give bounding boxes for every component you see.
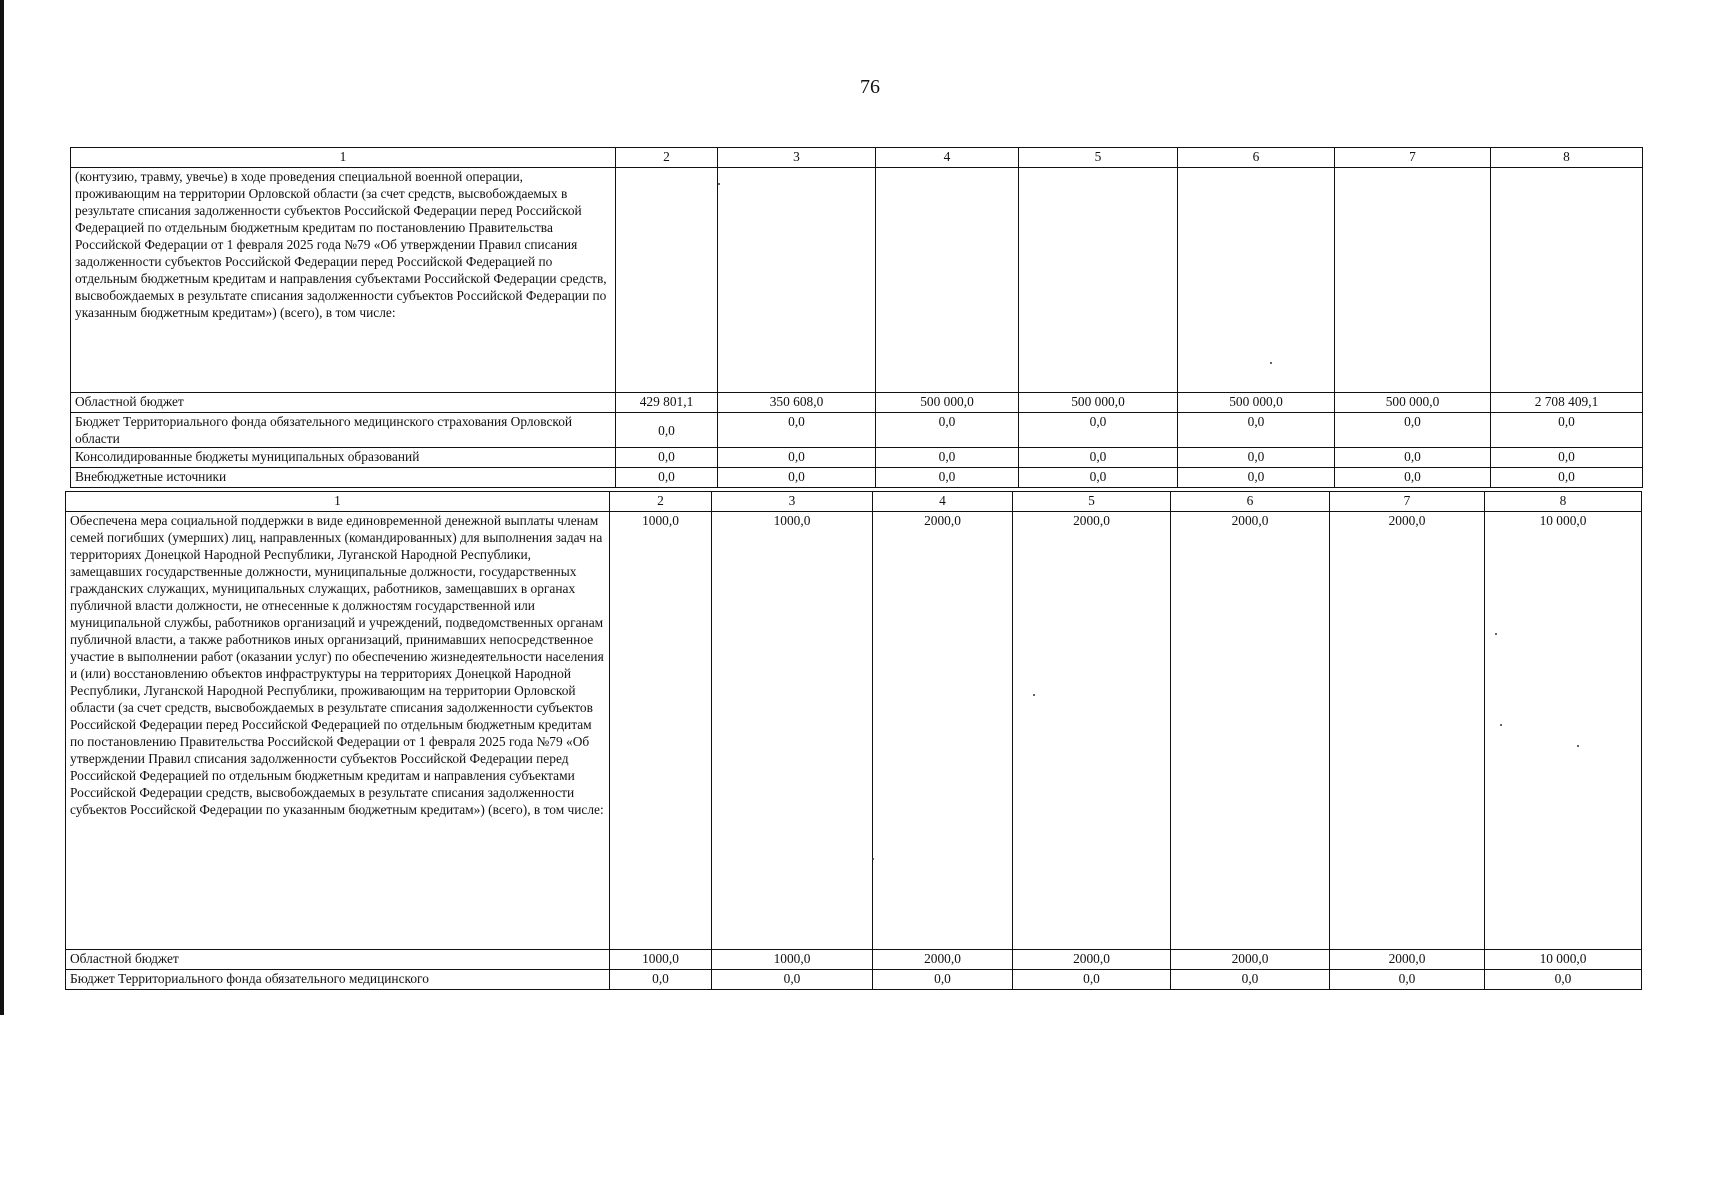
value-cell: 0,0	[876, 468, 1019, 488]
scan-speck	[1495, 633, 1497, 635]
table-row	[71, 468, 1643, 488]
value-cell: 1000,0	[712, 950, 873, 970]
value-cell: 2000,0	[873, 512, 1013, 950]
value-cell: 0,0	[1491, 448, 1643, 468]
header-cell: 7	[1330, 492, 1485, 512]
scan-edge-bar	[0, 0, 4, 1015]
value-cell: 0,0	[1178, 413, 1335, 448]
value-cell: 0,0	[1013, 970, 1171, 990]
empty-cell	[1019, 168, 1178, 393]
header-cell: 4	[873, 492, 1013, 512]
value-cell: 0,0	[610, 970, 712, 990]
value-cell: 2000,0	[1013, 950, 1171, 970]
value-cell: 1000,0	[712, 512, 873, 950]
row-label: Внебюджетные источники	[71, 468, 616, 488]
value-cell: 500 000,0	[876, 393, 1019, 413]
header-cell: 3	[712, 492, 873, 512]
value-cell: 0,0	[1171, 970, 1330, 990]
value-cell: 2000,0	[873, 950, 1013, 970]
value-cell: 10 000,0	[1485, 512, 1642, 950]
value-cell: 0,0	[1485, 970, 1642, 990]
header-cell: 6	[1178, 148, 1335, 168]
description-row	[71, 168, 1643, 393]
budget-table-2	[65, 491, 1642, 990]
value-cell: 2 708 409,1	[1491, 393, 1643, 413]
value-cell: 0,0	[718, 448, 876, 468]
table-row	[71, 448, 1643, 468]
value-cell: 0,0	[876, 413, 1019, 448]
row-label: Областной бюджет	[66, 950, 610, 970]
page-number: 76	[860, 76, 880, 98]
header-cell: 1	[66, 492, 610, 512]
value-cell: 2000,0	[1330, 512, 1485, 950]
value-cell: 0,0	[616, 413, 718, 448]
value-cell: 0,0	[718, 413, 876, 448]
value-cell: 429 801,1	[616, 393, 718, 413]
empty-cell	[718, 168, 876, 393]
value-cell: 0,0	[616, 468, 718, 488]
header-cell: 4	[876, 148, 1019, 168]
value-cell: 0,0	[1178, 468, 1335, 488]
scan-speck	[1577, 745, 1579, 747]
row-label: Бюджет Территориального фонда обязательного медицинского	[66, 970, 610, 990]
empty-cell	[1335, 168, 1491, 393]
value-cell: 0,0	[718, 468, 876, 488]
value-cell: 0,0	[1335, 468, 1491, 488]
header-cell: 1	[71, 148, 616, 168]
table-header-row	[66, 492, 1642, 512]
description-cell: (контузию, травму, увечье) в ходе проведения специальной военной операции, проживающим на территории Орловской области (за счет средств, высвобождаемых в результате списания задолженности субъектов Российской Федерации перед Российской Федерацией по отдельным бюджетным кредитам по постановлению Правительства Российской Федерации от 1 февраля 2025 года №79 «Об утверждении Правил списания задолженности субъектов Российской Федерации перед Российской Федерацией по отдельным бюджетным кредитам и направления субъектами Российской Федерации средств, высвобождаемых в результате списания задолженности субъектов Российской Федерации по указанным бюджетным кредитам») (всего), в том числе:	[71, 168, 616, 393]
table-row	[71, 393, 1643, 413]
value-cell: 0,0	[1019, 413, 1178, 448]
table-header-row	[71, 148, 1643, 168]
value-cell: 0,0	[1019, 468, 1178, 488]
value-cell: 2000,0	[1013, 512, 1171, 950]
value-cell: 2000,0	[1171, 512, 1330, 950]
value-cell: 0,0	[1178, 448, 1335, 468]
value-cell: 0,0	[712, 970, 873, 990]
value-cell: 0,0	[616, 448, 718, 468]
value-cell: 0,0	[876, 448, 1019, 468]
header-cell: 8	[1485, 492, 1642, 512]
empty-cell	[616, 168, 718, 393]
value-cell: 1000,0	[610, 950, 712, 970]
scan-speck	[872, 858, 874, 860]
header-cell: 5	[1013, 492, 1171, 512]
scan-speck	[1270, 362, 1272, 364]
value-cell: 0,0	[1330, 970, 1485, 990]
header-cell: 2	[610, 492, 712, 512]
header-cell: 2	[616, 148, 718, 168]
value-cell: 0,0	[1335, 448, 1491, 468]
table-row	[66, 970, 1642, 990]
description-cell: Обеспечена мера социальной поддержки в виде единовременной денежной выплаты членам семей погибших (умерших) лиц, направленных (командированных) для выполнения задач на территориях Донецкой Народной Республики, Луганской Народной Республики, замещавших государственные должности, муниципальные должности, государственных гражданских служащих, муниципальных служащих, работников, замещавших в органах публичной власти должности, не отнесенные к должностям государственной или муниципальной службы, работников организаций и учреждений, подведомственных органам публичной власти, а также работников иных организаций, принимавших непосредственное участие в выполнении работ (оказании услуг) по обеспечению жизнедеятельности населения и (или) восстановлению объектов инфраструктуры на территориях Донецкой Народной Республики, Луганской Народной Республики, проживающим на территории Орловской области (за счет средств, высвобождаемых в результате списания задолженности субъектов Российской Федерации перед Российской Федерацией по отдельным бюджетным кредитам по постановлению Правительства Российской Федерации от 1 февраля 2025 года №79 «Об утверждении Правил списания задолженности субъектов Российской Федерации перед Российской Федерацией по отдельным бюджетным кредитам и направления субъектами Российской Федерации средств, высвобождаемых в результате списания задолженности субъектов Российской Федерации по указанным бюджетным кредитам») (всего), в том числе:	[66, 512, 610, 950]
budget-table-1	[70, 147, 1643, 488]
empty-cell	[1491, 168, 1643, 393]
scan-speck	[718, 183, 720, 185]
header-cell: 3	[718, 148, 876, 168]
row-label: Бюджет Территориального фонда обязательного медицинского страхования Орловской области	[71, 413, 616, 448]
empty-cell	[876, 168, 1019, 393]
value-cell: 500 000,0	[1335, 393, 1491, 413]
header-cell: 8	[1491, 148, 1643, 168]
scan-speck	[1033, 694, 1035, 696]
value-cell: 0,0	[873, 970, 1013, 990]
value-cell: 0,0	[1335, 413, 1491, 448]
scan-speck	[1500, 724, 1502, 726]
header-cell: 5	[1019, 148, 1178, 168]
table-row	[71, 413, 1643, 448]
value-cell: 500 000,0	[1019, 393, 1178, 413]
value-cell: 0,0	[1019, 448, 1178, 468]
value-cell: 1000,0	[610, 512, 712, 950]
header-cell: 7	[1335, 148, 1491, 168]
value-cell: 2000,0	[1171, 950, 1330, 970]
table-row	[66, 950, 1642, 970]
value-cell: 350 608,0	[718, 393, 876, 413]
empty-cell	[1178, 168, 1335, 393]
value-cell: 500 000,0	[1178, 393, 1335, 413]
description-row	[66, 512, 1642, 950]
header-cell: 6	[1171, 492, 1330, 512]
value-cell: 2000,0	[1330, 950, 1485, 970]
row-label: Консолидированные бюджеты муниципальных образований	[71, 448, 616, 468]
value-cell: 0,0	[1491, 413, 1643, 448]
value-cell: 10 000,0	[1485, 950, 1642, 970]
row-label: Областной бюджет	[71, 393, 616, 413]
value-cell: 0,0	[1491, 468, 1643, 488]
